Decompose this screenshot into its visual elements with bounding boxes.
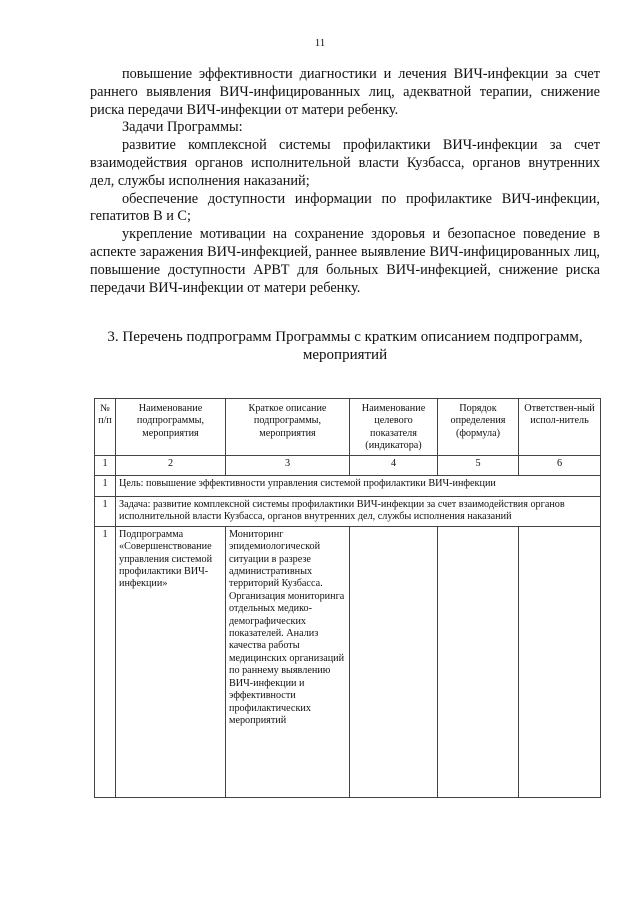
task-row-text: Задача: развитие комплексной системы профилактики ВИЧ-инфекции за счет взаимодействия органов исполнительной власти Кузбасса, органов внутренних дел, службы исполнения наказаний bbox=[116, 497, 601, 527]
task-row-number: 1 bbox=[95, 497, 116, 527]
column-number: 4 bbox=[350, 456, 438, 476]
column-number: 2 bbox=[116, 456, 226, 476]
section-heading: 3. Перечень подпрограмм Программы с кратким описанием подпрограмм, мероприятий bbox=[107, 329, 583, 363]
header-responsible: Ответствен-ный испол-нитель bbox=[519, 399, 601, 456]
table-header-row bbox=[95, 399, 601, 456]
column-number: 1 bbox=[95, 456, 116, 476]
header-formula: Порядок определения (формула) bbox=[438, 399, 519, 456]
header-description: Краткое описание подпрограммы, мероприятия bbox=[226, 399, 350, 456]
header-indicator: Наименование целевого показателя (индикатора) bbox=[350, 399, 438, 456]
header-name: Наименование подпрограммы, мероприятия bbox=[116, 399, 226, 456]
subprogram-indicator bbox=[350, 526, 438, 797]
paragraph-tasks-heading: Задачи Программы: bbox=[122, 119, 243, 136]
page-number: 11 bbox=[314, 37, 326, 49]
paragraph-goal: повышение эффективности диагностики и лечения ВИЧ-инфекции за счет раннего выявления ВИЧ-инфицированных лиц, адекватной терапии, снижение риска передачи ВИЧ-инфекции от матери ребенку. bbox=[90, 66, 600, 118]
subprogram-responsible bbox=[519, 526, 601, 797]
paragraph-task-3: укрепление мотивации на сохранение здоровья и безопасное поведение в аспекте заражения ВИЧ-инфекцией, раннее выявление ВИЧ-инфицированных лиц, повышение доступности АРВТ для больных ВИЧ-инфекцией, снижение риска передачи ВИЧ-инфекции от матери ребенку. bbox=[90, 226, 600, 296]
goal-row-text: Цель: повышение эффективности управления системой профилактики ВИЧ-инфекции bbox=[116, 476, 601, 497]
subprogram-number: 1 bbox=[95, 526, 116, 797]
column-number: 5 bbox=[438, 456, 519, 476]
goal-row bbox=[95, 476, 601, 497]
column-number: 3 bbox=[226, 456, 350, 476]
paragraph-task-1: развитие комплексной системы профилактики ВИЧ-инфекции за счет взаимодействия органов исполнительной власти Кузбасса, органов внутренних дел, службы исполнения наказаний; bbox=[90, 137, 600, 189]
subprogram-row bbox=[95, 526, 601, 797]
task-row bbox=[95, 497, 601, 527]
header-number: № п/п bbox=[95, 399, 116, 456]
column-number: 6 bbox=[519, 456, 601, 476]
subprogram-name: Подпрограмма «Совершенствование управления системой профилактики ВИЧ-инфекции» bbox=[116, 526, 226, 797]
subprogram-formula bbox=[438, 526, 519, 797]
column-number-row bbox=[95, 456, 601, 476]
goal-row-number: 1 bbox=[95, 476, 116, 497]
paragraph-task-2: обеспечение доступности информации по профилактике ВИЧ-инфекции, гепатитов В и С; bbox=[90, 190, 600, 225]
subprograms-table bbox=[94, 398, 601, 798]
subprogram-description: Мониторинг эпидемиологической ситуации в разрезе административных территорий Кузбасса. Организация мониторинга отдельных медико-демографических показателей. Анализ качества работы медицинских организаций по раннему выявлению ВИЧ-инфекции и эффективности профилактических мероприятий bbox=[226, 526, 350, 797]
program-text bbox=[90, 66, 600, 297]
